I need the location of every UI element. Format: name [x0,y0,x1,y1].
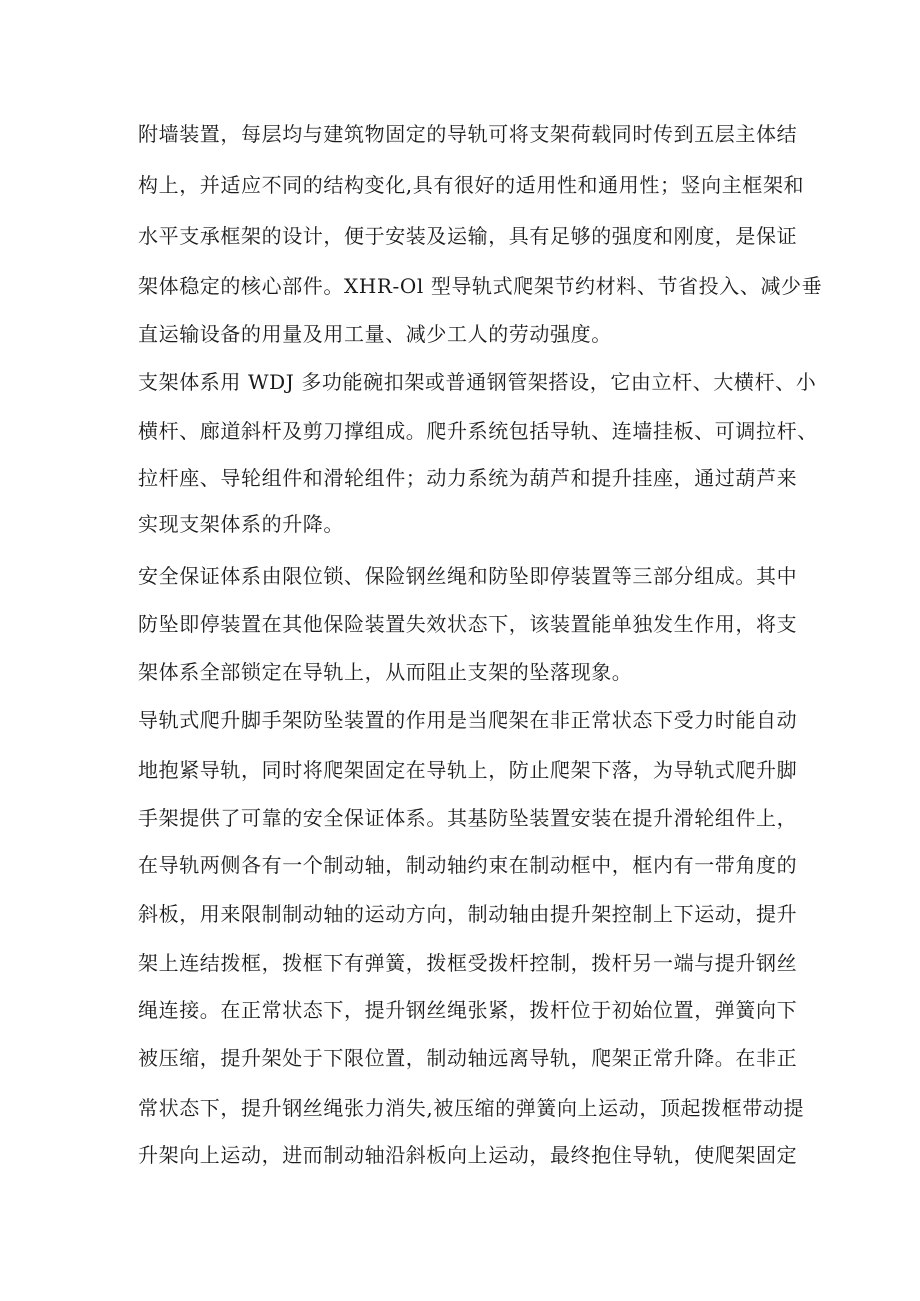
text-line: 架体稳定的核心部件。XHR-Ol 型导轨式爬架节约材料、节省投入、减少垂 [138,274,823,298]
text-line: 斜板，用来限制制动轴的运动方向，制动轴由提升架控制上下运动，提升 [138,902,798,926]
text-line: 附墙装置，每层均与建筑物固定的导轨可将支架荷载同时传到五层主体结 [138,122,798,146]
text-line: 在导轨两侧各有一个制动轴，制动轴约束在制动框中，框内有一带角度的 [138,853,798,877]
text-line: 手架提供了可靠的安全保证体系。其基防坠装置安装在提升滑轮组件上， [138,806,798,830]
text-line: 架上连结拨框，拨框下有弹簧，拨框受拨杆控制，拨杆另一端与提升钢丝 [138,951,798,975]
text-line: 升架向上运动，进而制动轴沿斜板向上运动，最终抱住导轨，使爬架固定 [138,1143,798,1167]
text-line: 绳连接。在正常状态下，提升钢丝绳张紧，拨杆位于初始位置，弹簧向下 [138,998,798,1022]
text-line: 导轨式爬升脚手架防坠装置的作用是当爬架在非正常状态下受力时能自动 [138,708,798,732]
text-line: 安全保证体系由限位锁、保险钢丝绳和防坠即停装置等三部分组成。其中 [138,564,798,588]
text-line: 架体系全部锁定在导轨上，从而阻止支架的坠落现象。 [138,660,633,684]
text-line: 防坠即停装置在其他保险装置失效状态下，该装置能单独发生作用，将支 [138,612,798,636]
text-line: 常状态下，提升钢丝绳张力消失,被压缩的弹簧向上运动，顶起拨框带动提 [138,1096,805,1120]
text-line: 拉杆座、导轮组件和滑轮组件；动力系统为葫芦和提升挂座，通过葫芦来 [138,466,798,490]
text-line: 横杆、廊道斜杆及剪刀撑组成。爬升系统包括导轨、连墙挂板、可调拉杆、 [138,419,818,443]
text-line: 地抱紧导轨，同时将爬架固定在导轨上，防止爬架下落，为导轨式爬升脚 [138,758,798,782]
text-line: 直运输设备的用量及用工量、减少工人的劳动强度。 [138,322,612,346]
text-line: 水平支承框架的设计，便于安装及运输，具有足够的强度和刚度，是保证 [138,224,798,248]
text-line: 构上，并适应不同的结构变化,具有很好的适用性和通用性；竖向主框架和 [138,173,805,197]
text-line: 支架体系用 WDJ 多功能碗扣架或普通钢管架搭设，它由立杆、大横杆、小 [138,370,817,394]
text-line: 实现支架体系的升降。 [138,512,344,536]
text-line: 被压缩，提升架处于下限位置，制动轴远离导轨，爬架正常升降。在非正 [138,1046,798,1070]
